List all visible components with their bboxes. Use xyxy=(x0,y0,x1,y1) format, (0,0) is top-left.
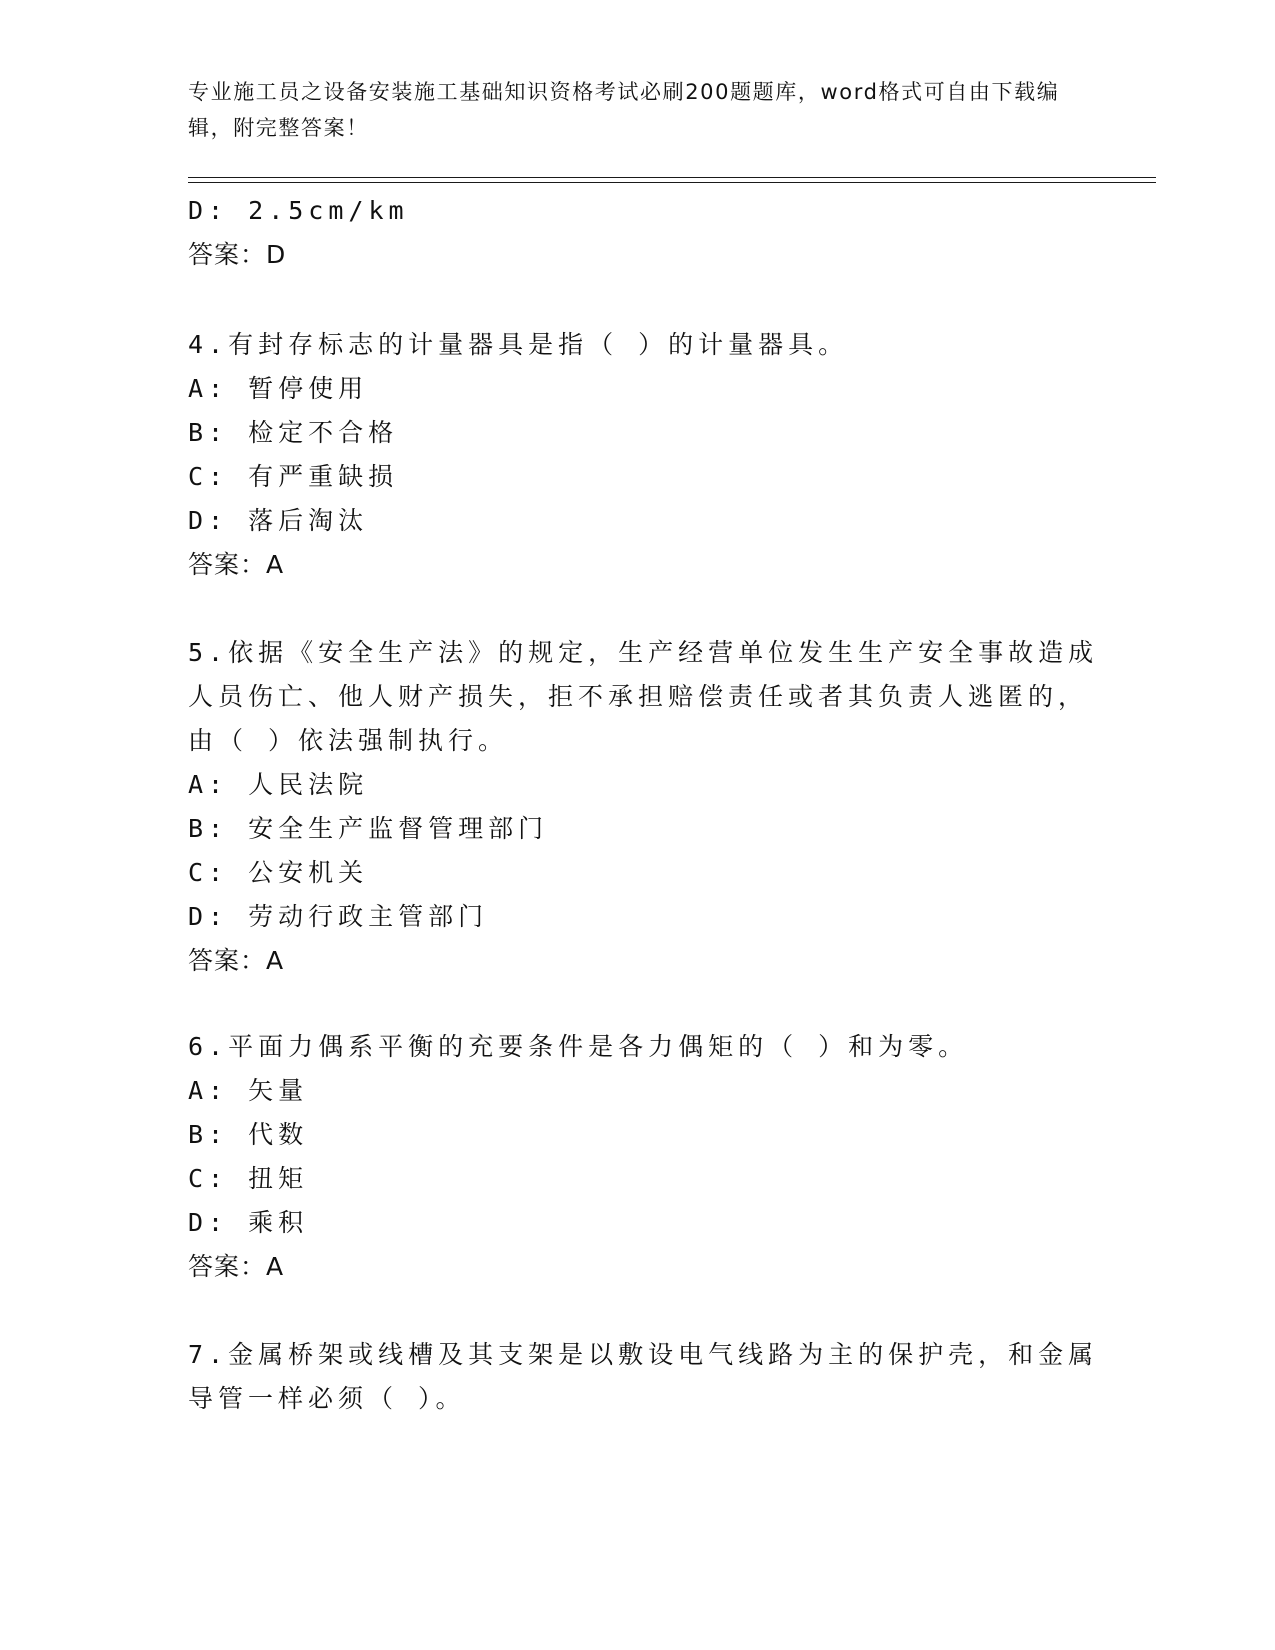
question-4-option-d: D: 落后淘汰 xyxy=(188,506,369,535)
question-6-option-a: A: 矢量 xyxy=(188,1076,309,1105)
document-header: 专业施工员之设备安装施工基础知识资格考试必刷200题题库，word格式可自由下载编辑，附完整答案！ xyxy=(188,80,1060,140)
header-divider-second xyxy=(188,182,1156,183)
question-5-option-c: C: 公安机关 xyxy=(188,858,369,887)
prev-option-d: D: 2.5cm/km xyxy=(188,196,409,225)
question-6-answer: 答案：A xyxy=(188,1252,285,1281)
question-4-stem: 4.有封存标志的计量器具是指（ ）的计量器具。 xyxy=(188,330,849,359)
question-5-option-b: B: 安全生产监督管理部门 xyxy=(188,814,549,843)
question-5-stem-line-2: 人员伤亡、他人财产损失，拒不承担赔偿责任或者其负责人逃匿的， xyxy=(188,682,1089,711)
question-7-stem-line-1: 7.金属桥架或线槽及其支架是以敷设电气线路为主的保护壳，和金属 xyxy=(188,1340,1099,1369)
question-5-stem-line-3: 由（ ）依法强制执行。 xyxy=(188,726,509,755)
question-5-option-d: D: 劳动行政主管部门 xyxy=(188,902,489,931)
question-5-option-a: A: 人民法院 xyxy=(188,770,369,799)
question-7-stem-line-2: 导管一样必须（ ）。 xyxy=(188,1384,466,1413)
question-4-answer: 答案：A xyxy=(188,550,285,579)
question-6-option-d: D: 乘积 xyxy=(188,1208,309,1237)
question-6-stem: 6.平面力偶系平衡的充要条件是各力偶矩的（ ）和为零。 xyxy=(188,1032,969,1061)
question-4-option-c: C: 有严重缺损 xyxy=(188,462,399,491)
question-4-option-b: B: 检定不合格 xyxy=(188,418,399,447)
question-5-stem-line-1: 5.依据《安全生产法》的规定，生产经营单位发生生产安全事故造成 xyxy=(188,638,1099,667)
prev-answer: 答案：D xyxy=(188,240,287,269)
question-4-option-a: A: 暂停使用 xyxy=(188,374,369,403)
question-5-answer: 答案：A xyxy=(188,946,285,975)
header-divider xyxy=(188,177,1156,178)
question-6-option-c: C: 扭矩 xyxy=(188,1164,309,1193)
question-6-option-b: B: 代数 xyxy=(188,1120,309,1149)
